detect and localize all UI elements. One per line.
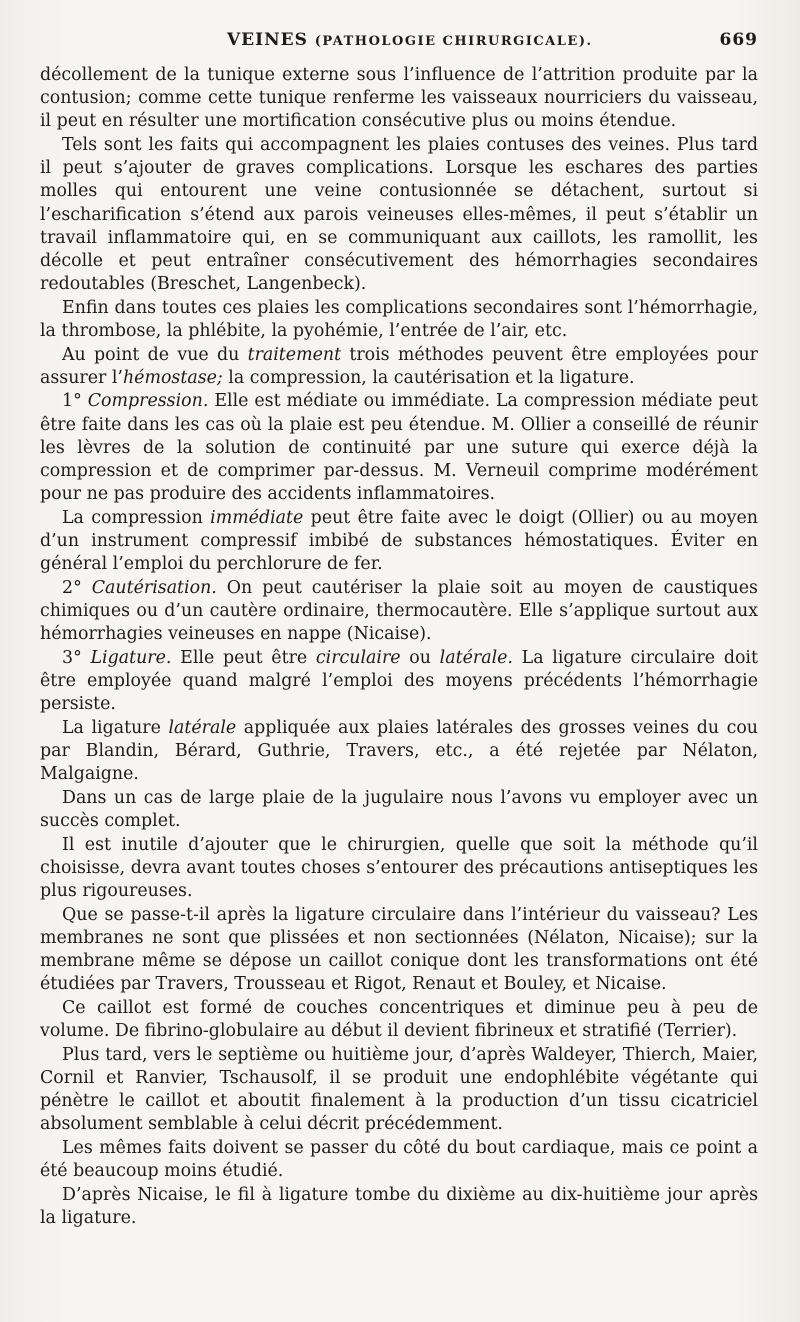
italic-term: traitement (247, 344, 342, 365)
header-title-main: VEINES (226, 30, 308, 50)
header-title-sub: (PATHOLOGIE CHIRURGICALE). (314, 34, 593, 49)
paragraph (40, 507, 758, 577)
italic-term: latérale (168, 717, 237, 738)
italic-term: immédiate (210, 507, 304, 528)
text-run: La compression (62, 507, 211, 528)
text-run: la compression, la cautérisation et la ligature. (222, 367, 635, 388)
paragraph: Dans un cas de large plaie de la jugulaire nous l’avons vu employer avec un succès complet. (40, 787, 758, 832)
text-run: Elle peut être (171, 647, 316, 668)
section-heading: Compression. (87, 391, 209, 412)
header-title (227, 30, 593, 50)
paragraph: Plus tard, vers le septième ou huitième jour, d’après Waldeyer, Thierch, Maier, Cornil et Ranvier, Tschausolf, il se produit une endophlébite végétante qui pénètre le caillot et aboutit finalement à la production d’un tissu cicatriciel absolument semblable à celui décrit précédemment. (40, 1044, 758, 1135)
paragraph (40, 344, 758, 390)
text-run: 3° (62, 647, 91, 668)
text-run: La ligature (62, 717, 169, 738)
paragraph: Enfin dans toutes ces plaies les complications secondaires sont l’hémorrhagie, la thrombose, la phlébite, la pyohémie, l’entrée de l’air, etc. (40, 297, 758, 342)
italic-term: latérale. (439, 647, 513, 668)
text-run: La ligature circulaire doit être employée quand malgré l’emploi des moyens précédents l’hémorrhagie persiste. (40, 647, 758, 715)
italic-term: hémostase; (122, 367, 223, 388)
section-heading: Ligature. (90, 647, 172, 668)
page-number: 669 (719, 30, 758, 50)
italic-term: circulaire (315, 647, 401, 668)
text-run: On peut cautériser la plaie soit au moyen de caustiques chimiques ou d’un cautère ordinaire, thermocautère. Elle s’applique surtout aux hémorrhagies veineuses en nappe (Nicaise). (40, 577, 758, 645)
text-run: Elle est médiate ou immédiate. La compression médiate peut être faite dans les cas où la plaie est peu étendue. M. Ollier a conseillé de réunir les lèvres de la solution de continuité par une suture qui exerce déjà la compression et de comprimer par-dessus. M. Verneuil comprime modérément pour ne pas produire des accidents inflammatoires. (40, 391, 758, 505)
section-heading: Cautérisation. (91, 577, 217, 598)
paragraph (40, 647, 758, 717)
paragraph (40, 577, 758, 647)
text-run: 1° (62, 391, 88, 412)
paragraph: décollement de la tunique externe sous l’influence de l’attrition produite par la contusion; comme cette tunique renferme les vaisseaux nourriciers du vaisseau, il peut en résulter une mortification consécutive plus ou moins étendue. (40, 65, 758, 132)
text-run: appliquée aux plaies latérales des grosses veines du cou par Blandin, Bérard, Guthrie, Travers, etc., a été rejetée par Nélaton, Malgaigne. (40, 717, 758, 785)
text-run: ou (400, 647, 440, 668)
running-header (40, 30, 758, 64)
page-body (40, 64, 758, 1230)
text-run: trois méthodes peuvent être employées pour assurer l’ (40, 344, 758, 388)
paragraph: Que se passe-t-il après la ligature circulaire dans l’intérieur du vaisseau? Les membranes ne sont que plissées et non sectionnées (Nélaton, Nicaise); sur la membrane même se dépose un caillot conique dont les transformations ont été étudiées par Travers, Trousseau et Rigot, Renaut et Bouley, et Nicaise. (40, 904, 758, 995)
text-run: peut être faite avec le doigt (Ollier) ou au moyen d’un instrument compressif imbibé de substances hémostatiques. Éviter en général l’emploi du perchlorure de fer. (40, 507, 758, 575)
paragraph: Les mêmes faits doivent se passer du côté du bout cardiaque, mais ce point a été beaucoup moins étudié. (40, 1137, 758, 1182)
paragraph (40, 390, 758, 506)
paragraph: Tels sont les faits qui accompagnent les plaies contuses des veines. Plus tard il peut s’ajouter de graves complications. Lorsque les eschares des parties molles qui entourent une veine contusionnée se détachent, surtout si l’escharification s’étend aux parois veineuses elles-mêmes, il peut s’établir un travail inflammatoire qui, en se communiquant aux caillots, les ramollit, les décolle et peut entraîner consécutivement des hémorrhagies secondaires redoutables (Breschet, Langenbeck). (40, 135, 758, 295)
paragraph (40, 717, 758, 787)
paragraph: D’après Nicaise, le fil à ligature tombe du dixième au dix-huitième jour après la ligature. (40, 1184, 758, 1228)
text-run: 2° (62, 577, 92, 598)
text-run: Au point de vue du (62, 344, 248, 365)
paragraph: Ce caillot est formé de couches concentriques et diminue peu à peu de volume. De fibrino-globulaire au début il devient fibrineux et stratifié (Terrier). (40, 997, 758, 1042)
paragraph: Il est inutile d’ajouter que le chirurgien, quelle que soit la méthode qu’il choisisse, devra avant toutes choses s’entourer des précautions antiseptiques les plus rigoureuses. (40, 834, 758, 902)
